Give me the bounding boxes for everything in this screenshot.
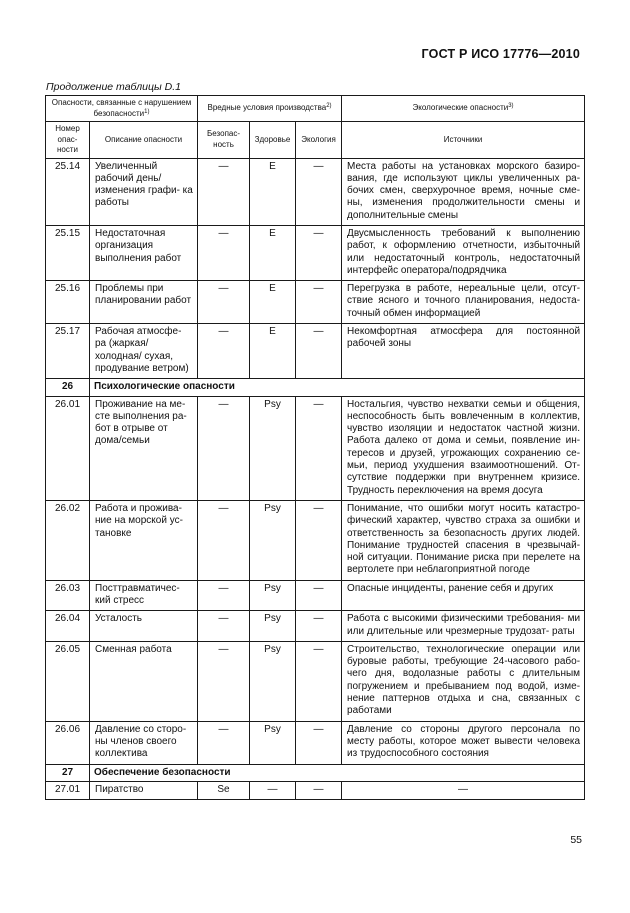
ecology-cell: — (296, 324, 342, 379)
col-header-ecology: Экология (296, 122, 342, 159)
safety-cell: — (198, 580, 250, 611)
hazard-description: Работа и прожива- ние на морской ус- тановке (90, 500, 198, 580)
health-cell: Psy (250, 611, 296, 642)
col-header-sources: Источники (342, 122, 585, 159)
hazard-description: Увеличенный рабочий день/ изменения графи- ка работы (90, 158, 198, 225)
health-cell: Psy (250, 580, 296, 611)
ecology-cell: — (296, 641, 342, 721)
hazard-description: Сменная работа (90, 641, 198, 721)
health-cell: — (250, 781, 296, 799)
safety-cell: Se (198, 781, 250, 799)
table-row (46, 611, 585, 642)
table-row (46, 641, 585, 721)
sources-cell: Места работы на установках морского базиро- вания, где используют циклы увеличенных ра- бочих смен, сверхурочное время, ночные сме- ны, изменения продолжительности смены и дополнительные смены (342, 158, 585, 225)
table-row (46, 158, 585, 225)
sources-cell: Опасные инциденты, ранение себя и других (342, 580, 585, 611)
sources-cell: Ностальгия, чувство нехватки семьи и общения, неспособность быть вовлеченным в коллектив, чувство изоляции и недостаток частной жизни. Работа далеко от дома и семьи, появление ин- тересов и друзей, угрожающих сохранению се- мьи, период ухудшения взаимоотношений. От- сутствие поддержки при внутреннем кризисе. Трудность переключения на время досуга (342, 396, 585, 500)
table-row (46, 281, 585, 324)
section-number: 27 (46, 764, 90, 781)
ecology-cell: — (296, 781, 342, 799)
hazard-description: Рабочая атмосфе- ра (жаркая/ холодная/ сухая, продувание ветром) (90, 324, 198, 379)
safety-cell: — (198, 281, 250, 324)
health-cell: Psy (250, 500, 296, 580)
sources-cell: Некомфортная атмосфера для постоянной рабочей зоны (342, 324, 585, 379)
hazard-description: Усталость (90, 611, 198, 642)
hazard-description: Посттравматичес- кий стресс (90, 580, 198, 611)
health-cell: E (250, 158, 296, 225)
health-cell: Psy (250, 721, 296, 764)
hazard-number: 26.06 (46, 721, 90, 764)
group-header-row (46, 96, 585, 122)
sources-cell: Двусмысленность требований к выполнению работ, к оформлению отчетности, избыточный или недостаточный контроль, недостаточный интерфейс оператора/подрядчика (342, 225, 585, 280)
col-header-health: Здоровье (250, 122, 296, 159)
ecology-cell: — (296, 225, 342, 280)
table-row (46, 781, 585, 799)
hazard-description: Проблемы при планировании работ (90, 281, 198, 324)
hazard-number: 26.04 (46, 611, 90, 642)
hazard-number: 25.17 (46, 324, 90, 379)
section-title: Обеспечение безопасности (90, 764, 585, 781)
safety-cell: — (198, 225, 250, 280)
table-continuation-caption: Продолжение таблицы D.1 (46, 81, 181, 93)
group-header-eco: Экологические опасности$^{3)}$ (342, 96, 585, 122)
hazard-number: 26.03 (46, 580, 90, 611)
section-row (46, 379, 585, 396)
ecology-cell: — (296, 158, 342, 225)
health-cell: Psy (250, 396, 296, 500)
safety-cell: — (198, 721, 250, 764)
ecology-cell: — (296, 611, 342, 642)
page-number: 55 (570, 834, 582, 846)
col-header-number: Номер опас- ности (46, 122, 90, 159)
hazard-number: 26.02 (46, 500, 90, 580)
sources-cell: Строительство, технологические операции или буровые работы, требующие 24-часового рабо- чего дня, водолазные работы с длительным погружением и пребыванием под водой, изме- нение паттернов отдыха и сна, связанных с работами (342, 641, 585, 721)
sources-cell: Понимание, что ошибки могут носить катастро- фический характер, чувство страха за ошибки и ответственность за безопасность других людей. Понимание трудностей спасения в чрезвычай- ной ситуации. Понимание риска при перелете на вертолете при неблагоприятной погоде (342, 500, 585, 580)
section-row (46, 764, 585, 781)
group-header-hazards: Опасности, связанные с нарушением безопасности$^{1)}$ (46, 96, 198, 122)
safety-cell: — (198, 158, 250, 225)
hazard-description: Недостаточная организация выполнения работ (90, 225, 198, 280)
table-row (46, 500, 585, 580)
safety-cell: — (198, 500, 250, 580)
sources-cell: Работа с высокими физическими требования- ми или длительные или чрезмерные трудозат- раты (342, 611, 585, 642)
health-cell: Psy (250, 641, 296, 721)
hazard-number: 25.14 (46, 158, 90, 225)
safety-cell: — (198, 641, 250, 721)
hazard-description: Пиратство (90, 781, 198, 799)
table-row (46, 580, 585, 611)
table-row (46, 225, 585, 280)
table-row (46, 721, 585, 764)
column-header-row (46, 122, 585, 159)
hazard-description: Давление со сторо- ны членов своего коллектива (90, 721, 198, 764)
sources-cell: Давление со стороны другого персонала по месту работы, которое может вывести человека из трудоспособного состояния (342, 721, 585, 764)
hazard-description: Проживание на ме- сте выполнения ра- бот в отрыве от дома/семьи (90, 396, 198, 500)
col-header-safety: Безопас- ность (198, 122, 250, 159)
table-row (46, 396, 585, 500)
sources-cell: Перегрузка в работе, нереальные цели, отсут- ствие ясного и точного планирования, недоста- точный обмен информацией (342, 281, 585, 324)
safety-cell: — (198, 611, 250, 642)
hazards-table (45, 95, 585, 800)
group-header-conditions: Вредные условия производства$^{2)}$ (198, 96, 342, 122)
ecology-cell: — (296, 580, 342, 611)
hazard-number: 26.01 (46, 396, 90, 500)
hazard-number: 25.16 (46, 281, 90, 324)
sources-cell: — (342, 781, 585, 799)
hazard-number: 25.15 (46, 225, 90, 280)
section-title: Психологические опасности (90, 379, 585, 396)
section-number: 26 (46, 379, 90, 396)
ecology-cell: — (296, 500, 342, 580)
health-cell: E (250, 281, 296, 324)
col-header-description: Описание опасности (90, 122, 198, 159)
hazard-number: 27.01 (46, 781, 90, 799)
safety-cell: — (198, 396, 250, 500)
standard-designation: ГОСТ Р ИСО 17776—2010 (421, 47, 580, 61)
health-cell: E (250, 225, 296, 280)
ecology-cell: — (296, 396, 342, 500)
safety-cell: — (198, 324, 250, 379)
ecology-cell: — (296, 721, 342, 764)
ecology-cell: — (296, 281, 342, 324)
table-row (46, 324, 585, 379)
health-cell: E (250, 324, 296, 379)
hazard-number: 26.05 (46, 641, 90, 721)
